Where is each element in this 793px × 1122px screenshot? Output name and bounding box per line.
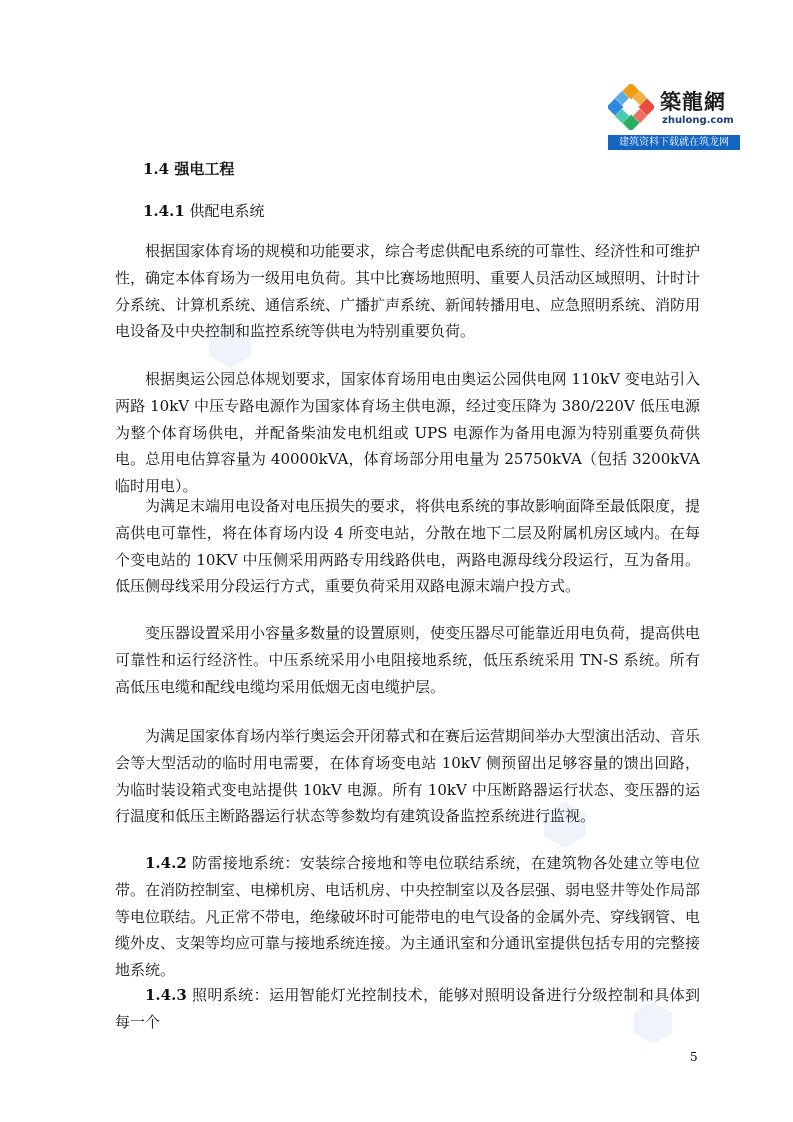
- page-number: 5: [690, 1050, 698, 1064]
- paragraph-text: 防雷接地系统：安装综合接地和等电位联结系统，在建筑物各处建立等电位带。在消防控制室、电梯机房、电话机房、中央控制室以及各层强、弱电竖井等处作局部等电位联结。凡正常不带电，绝缘破坏时可能带电的电气设备的金属外壳、穿线钢管、电缆外皮、支架等均应可靠与接地系统连接。为主通讯室和分通讯室提供包括专用的完整接地系统。: [115, 854, 701, 980]
- paragraph-number: 1.4.3: [145, 986, 187, 1004]
- subsection-number: 1.4.1: [143, 202, 185, 220]
- zhulong-logo[interactable]: [606, 80, 740, 150]
- paragraph-5: 为满足国家体育场内举行奥运会开闭幕式和在赛后运营期间举办大型演出活动、音乐会等大型活动的临时用电需要，在体育场变电站 10kV 侧预留出足够容量的馈出回路，为临时装设箱式变电站提供 10kV 电源。所有 10kV 中压断路器运行状态、变压器的运行温度和低压主断路器运行状态等参数均有建筑设备监控系统进行监视。: [115, 727, 701, 826]
- subsection-heading: [143, 200, 265, 221]
- paragraph-text: 照明系统：运用智能灯光控制技术，能够对照明设备进行分级控制和具体到每一个: [115, 986, 700, 1031]
- subsection-title: 供配电系统: [189, 202, 265, 220]
- paragraph-4: 变压器设置采用小容量多数量的设置原则，使变压器尽可能靠近用电负荷，提高供电可靠性和运行经济性。中压系统采用小电阻接地系统，低压系统采用 TN-S 系统。所有高低压电缆和配线电缆均采用低烟无卤电缆护层。: [115, 624, 701, 696]
- paragraph-number: 1.4.2: [145, 854, 187, 872]
- paragraph-3: 为满足末端用电设备对电压损失的要求，将供电系统的事故影响面降至最低限度，提高供电可靠性，将在体育场内设 4 所变电站，分散在地下二层及附属机房区域内。在每个变电站的 10KV 中压侧采用两路专用线路供电，两路电源母线分段运行，互为备用。低压侧母线采用分段运行方式，重要负荷采用双路电源末端户投方式。: [115, 497, 701, 596]
- logo-flower-icon: [608, 84, 654, 130]
- paragraph-1: 根据国家体育场的规模和功能要求，综合考虑供配电系统的可靠性、经济性和可维护性，确定本体育场为一级用电负荷。其中比赛场地照明、重要人员活动区域照明、计时计分系统、计算机系统、通信系统、广播扩声系统、新闻转播用电、应急照明系统、消防用电设备及中央控制和监控系统等供电为特别重要负荷。: [115, 242, 701, 341]
- section-title: 1.4 强电工程: [143, 160, 235, 178]
- logo-tagline: 建筑资料下载就在筑龙网: [608, 135, 740, 150]
- logo-url[interactable]: zhulong.com: [662, 115, 734, 126]
- paragraph-lightning-protection: [115, 850, 700, 984]
- logo-name: 築龍網: [660, 90, 726, 114]
- paragraph-2: 根据奥运公园总体规划要求，国家体育场用电由奥运公园供电网 110kV 变电站引入两路 10kV 中压专路电源作为国家体育场主供电源，经过变压降为 380/220V 低压电源为整个体育场供电，并配备柴油发电机组或 UPS 电源作为备用电源为特别重要负荷供电。总用电估算容量为 40000kVA，体育场部分用电量为 25750kVA（包括 3200kVA 临时用电）。: [115, 370, 700, 496]
- paragraph-lighting: [115, 982, 700, 1036]
